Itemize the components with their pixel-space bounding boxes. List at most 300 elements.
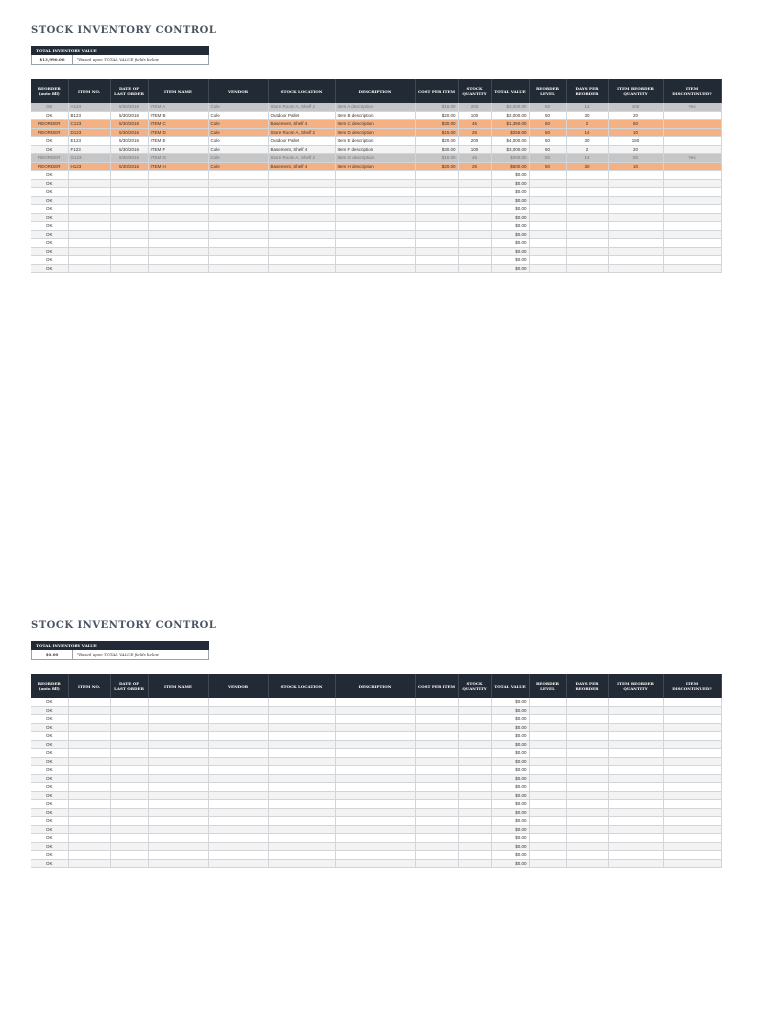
cell-cost-per-item[interactable] xyxy=(415,808,458,817)
cell-cost-per-item[interactable] xyxy=(415,834,458,843)
cell-reorder-level[interactable] xyxy=(529,256,566,265)
cell-total-value[interactable]: $0.00 xyxy=(491,791,529,800)
cell-vendor[interactable] xyxy=(208,783,268,792)
cell-description[interactable] xyxy=(335,800,415,809)
cell-days-per-reorder[interactable]: 2 xyxy=(566,120,608,129)
cell-reorder[interactable]: REORDER xyxy=(31,154,68,163)
cell-stock-quantity[interactable] xyxy=(458,264,491,273)
cell-vendor[interactable]: Cole xyxy=(208,111,268,120)
cell-days-per-reorder[interactable] xyxy=(566,188,608,197)
cell-days-per-reorder[interactable]: 14 xyxy=(566,154,608,163)
cell-item-discontinued[interactable] xyxy=(663,188,721,197)
cell-item-discontinued[interactable] xyxy=(663,145,721,154)
cell-item-name[interactable]: ITEM E xyxy=(148,137,208,146)
cell-reorder[interactable]: OK xyxy=(31,230,68,239)
cell-description[interactable] xyxy=(335,698,415,706)
cell-description[interactable] xyxy=(335,859,415,868)
cell-stock-location[interactable]: Outdoor Pallet xyxy=(268,137,335,146)
cell-stock-location[interactable] xyxy=(268,783,335,792)
cell-date-last-order[interactable] xyxy=(110,715,148,724)
cell-stock-location[interactable] xyxy=(268,196,335,205)
cell-vendor[interactable]: Cole xyxy=(208,162,268,171)
cell-date-last-order[interactable] xyxy=(110,851,148,860)
cell-reorder[interactable]: OK xyxy=(31,732,68,741)
cell-vendor[interactable] xyxy=(208,732,268,741)
cell-item-name[interactable] xyxy=(148,715,208,724)
cell-reorder-level[interactable] xyxy=(529,791,566,800)
cell-item-reorder-quantity[interactable] xyxy=(608,800,663,809)
column-header-reorder[interactable]: REORDER (auto fill) xyxy=(31,674,68,698)
cell-total-value[interactable]: $0.00 xyxy=(491,171,529,180)
cell-item-no[interactable] xyxy=(68,817,110,826)
cell-item-discontinued[interactable]: Yes xyxy=(663,103,721,111)
cell-stock-quantity[interactable] xyxy=(458,222,491,231)
cell-cost-per-item[interactable] xyxy=(415,825,458,834)
cell-vendor[interactable] xyxy=(208,774,268,783)
cell-reorder-level[interactable]: 50 xyxy=(529,137,566,146)
cell-reorder[interactable]: OK xyxy=(31,196,68,205)
cell-reorder-level[interactable] xyxy=(529,205,566,214)
cell-stock-location[interactable] xyxy=(268,749,335,758)
cell-item-reorder-quantity[interactable] xyxy=(608,171,663,180)
cell-cost-per-item[interactable] xyxy=(415,188,458,197)
cell-item-no[interactable] xyxy=(68,239,110,248)
cell-item-reorder-quantity[interactable] xyxy=(608,205,663,214)
cell-days-per-reorder[interactable] xyxy=(566,774,608,783)
cell-item-reorder-quantity[interactable] xyxy=(608,808,663,817)
cell-item-name[interactable] xyxy=(148,757,208,766)
column-header-description[interactable]: DESCRIPTION xyxy=(335,674,415,698)
cell-total-value[interactable]: $2,000.00 xyxy=(491,111,529,120)
cell-cost-per-item[interactable] xyxy=(415,723,458,732)
cell-vendor[interactable] xyxy=(208,171,268,180)
cell-date-last-order[interactable] xyxy=(110,808,148,817)
cell-reorder-level[interactable] xyxy=(529,715,566,724)
cell-cost-per-item[interactable] xyxy=(415,732,458,741)
cell-item-no[interactable] xyxy=(68,723,110,732)
cell-item-name[interactable] xyxy=(148,740,208,749)
cell-total-value[interactable]: $0.00 xyxy=(491,256,529,265)
cell-stock-quantity[interactable] xyxy=(458,825,491,834)
cell-item-no[interactable] xyxy=(68,791,110,800)
cell-reorder[interactable]: OK xyxy=(31,774,68,783)
cell-date-last-order[interactable] xyxy=(110,188,148,197)
cell-stock-location[interactable]: Basement, Shelf 4 xyxy=(268,162,335,171)
cell-item-reorder-quantity[interactable] xyxy=(608,842,663,851)
cell-item-no[interactable] xyxy=(68,715,110,724)
cell-item-no[interactable] xyxy=(68,808,110,817)
cell-item-no[interactable] xyxy=(68,851,110,860)
cell-reorder-level[interactable]: 50 xyxy=(529,111,566,120)
cell-stock-quantity[interactable]: 100 xyxy=(458,145,491,154)
cell-days-per-reorder[interactable] xyxy=(566,800,608,809)
cell-reorder[interactable]: OK xyxy=(31,800,68,809)
cell-item-discontinued[interactable] xyxy=(663,698,721,706)
cell-date-last-order[interactable]: 5/30/2016 xyxy=(110,111,148,120)
cell-days-per-reorder[interactable] xyxy=(566,230,608,239)
cell-reorder[interactable]: OK xyxy=(31,247,68,256)
cell-item-no[interactable]: G123 xyxy=(68,154,110,163)
cell-total-value[interactable]: $0.00 xyxy=(491,774,529,783)
column-header-stock-location[interactable]: STOCK LOCATION xyxy=(268,79,335,103)
cell-date-last-order[interactable] xyxy=(110,256,148,265)
cell-description[interactable] xyxy=(335,732,415,741)
cell-item-discontinued[interactable] xyxy=(663,740,721,749)
cell-days-per-reorder[interactable]: 30 xyxy=(566,137,608,146)
cell-item-discontinued[interactable] xyxy=(663,239,721,248)
cell-description[interactable] xyxy=(335,749,415,758)
cell-item-reorder-quantity[interactable] xyxy=(608,706,663,715)
cell-reorder-level[interactable]: 50 xyxy=(529,145,566,154)
cell-vendor[interactable] xyxy=(208,800,268,809)
cell-reorder-level[interactable] xyxy=(529,800,566,809)
cell-item-reorder-quantity[interactable] xyxy=(608,757,663,766)
cell-stock-location[interactable] xyxy=(268,732,335,741)
cell-reorder[interactable]: OK xyxy=(31,179,68,188)
cell-date-last-order[interactable] xyxy=(110,825,148,834)
cell-cost-per-item[interactable] xyxy=(415,179,458,188)
cell-days-per-reorder[interactable] xyxy=(566,749,608,758)
total-inventory-value[interactable]: $0.00 xyxy=(32,650,73,659)
cell-date-last-order[interactable]: 5/30/2016 xyxy=(110,145,148,154)
cell-stock-location[interactable] xyxy=(268,706,335,715)
cell-stock-location[interactable] xyxy=(268,222,335,231)
cell-item-name[interactable] xyxy=(148,205,208,214)
cell-stock-quantity[interactable] xyxy=(458,766,491,775)
cell-days-per-reorder[interactable] xyxy=(566,171,608,180)
cell-item-name[interactable] xyxy=(148,834,208,843)
cell-stock-location[interactable] xyxy=(268,264,335,273)
cell-total-value[interactable]: $0.00 xyxy=(491,740,529,749)
cell-item-no[interactable] xyxy=(68,834,110,843)
cell-item-discontinued[interactable] xyxy=(663,715,721,724)
cell-vendor[interactable]: Cole xyxy=(208,145,268,154)
cell-total-value[interactable]: $0.00 xyxy=(491,715,529,724)
cell-description[interactable] xyxy=(335,817,415,826)
cell-stock-quantity[interactable]: 100 xyxy=(458,111,491,120)
cell-stock-quantity[interactable]: 25 xyxy=(458,162,491,171)
cell-total-value[interactable]: $0.00 xyxy=(491,817,529,826)
cell-vendor[interactable] xyxy=(208,698,268,706)
column-header-reorder-level[interactable]: REORDER LEVEL xyxy=(529,674,566,698)
cell-days-per-reorder[interactable]: 30 xyxy=(566,162,608,171)
cell-reorder[interactable]: OK xyxy=(31,817,68,826)
cell-cost-per-item[interactable] xyxy=(415,256,458,265)
cell-reorder-level[interactable] xyxy=(529,749,566,758)
cell-stock-quantity[interactable] xyxy=(458,213,491,222)
cell-cost-per-item[interactable] xyxy=(415,800,458,809)
cell-date-last-order[interactable] xyxy=(110,239,148,248)
cell-stock-quantity[interactable] xyxy=(458,817,491,826)
cell-item-discontinued[interactable] xyxy=(663,111,721,120)
cell-reorder-level[interactable] xyxy=(529,851,566,860)
cell-reorder[interactable]: OK xyxy=(31,205,68,214)
cell-description[interactable] xyxy=(335,179,415,188)
column-header-item-no[interactable]: ITEM NO. xyxy=(68,79,110,103)
cell-vendor[interactable] xyxy=(208,791,268,800)
cell-days-per-reorder[interactable] xyxy=(566,842,608,851)
cell-stock-quantity[interactable] xyxy=(458,859,491,868)
cell-stock-quantity[interactable] xyxy=(458,188,491,197)
cell-stock-location[interactable] xyxy=(268,247,335,256)
cell-item-reorder-quantity[interactable] xyxy=(608,766,663,775)
cell-item-no[interactable] xyxy=(68,698,110,706)
cell-reorder-level[interactable] xyxy=(529,239,566,248)
cell-item-name[interactable] xyxy=(148,859,208,868)
cell-item-name[interactable] xyxy=(148,239,208,248)
cell-vendor[interactable] xyxy=(208,179,268,188)
cell-description[interactable]: Item G description xyxy=(335,154,415,163)
cell-description[interactable] xyxy=(335,783,415,792)
cell-item-reorder-quantity[interactable]: 100 xyxy=(608,103,663,111)
cell-stock-quantity[interactable] xyxy=(458,171,491,180)
cell-stock-location[interactable] xyxy=(268,757,335,766)
cell-description[interactable] xyxy=(335,188,415,197)
cell-description[interactable] xyxy=(335,757,415,766)
cell-date-last-order[interactable] xyxy=(110,171,148,180)
cell-item-reorder-quantity[interactable] xyxy=(608,230,663,239)
cell-total-value[interactable]: $0.00 xyxy=(491,842,529,851)
cell-reorder-level[interactable]: 50 xyxy=(529,128,566,137)
cell-description[interactable] xyxy=(335,256,415,265)
total-inventory-value[interactable]: $13,990.00 xyxy=(32,55,73,64)
cell-item-name[interactable] xyxy=(148,749,208,758)
cell-description[interactable] xyxy=(335,740,415,749)
cell-reorder-level[interactable] xyxy=(529,740,566,749)
cell-reorder[interactable]: OK xyxy=(31,842,68,851)
cell-description[interactable]: Item H description xyxy=(335,162,415,171)
cell-cost-per-item[interactable] xyxy=(415,205,458,214)
cell-stock-quantity[interactable] xyxy=(458,851,491,860)
cell-reorder[interactable]: OK xyxy=(31,706,68,715)
cell-total-value[interactable]: $0.00 xyxy=(491,247,529,256)
cell-item-reorder-quantity[interactable] xyxy=(608,732,663,741)
cell-item-reorder-quantity[interactable] xyxy=(608,825,663,834)
cell-stock-quantity[interactable] xyxy=(458,808,491,817)
cell-description[interactable]: Item F description xyxy=(335,145,415,154)
cell-days-per-reorder[interactable] xyxy=(566,791,608,800)
cell-vendor[interactable] xyxy=(208,749,268,758)
cell-stock-quantity[interactable] xyxy=(458,791,491,800)
cell-days-per-reorder[interactable] xyxy=(566,783,608,792)
cell-cost-per-item[interactable] xyxy=(415,817,458,826)
column-header-vendor[interactable]: VENDOR xyxy=(208,674,268,698)
cell-description[interactable] xyxy=(335,706,415,715)
cell-description[interactable]: Item A description xyxy=(335,103,415,111)
cell-date-last-order[interactable] xyxy=(110,774,148,783)
cell-date-last-order[interactable]: 5/30/2016 xyxy=(110,128,148,137)
cell-item-discontinued[interactable]: Yes xyxy=(663,154,721,163)
cell-description[interactable]: Item C description xyxy=(335,120,415,129)
cell-stock-quantity[interactable] xyxy=(458,774,491,783)
cell-reorder-level[interactable] xyxy=(529,196,566,205)
cell-stock-location[interactable]: Store Room A, Shelf 2 xyxy=(268,128,335,137)
column-header-item-no[interactable]: ITEM NO. xyxy=(68,674,110,698)
cell-stock-quantity[interactable] xyxy=(458,256,491,265)
cell-total-value[interactable]: $0.00 xyxy=(491,698,529,706)
cell-total-value[interactable]: $0.00 xyxy=(491,757,529,766)
cell-cost-per-item[interactable]: $15.00 xyxy=(415,154,458,163)
cell-item-reorder-quantity[interactable] xyxy=(608,791,663,800)
cell-vendor[interactable] xyxy=(208,188,268,197)
cell-reorder[interactable]: OK xyxy=(31,222,68,231)
cell-stock-location[interactable] xyxy=(268,817,335,826)
cell-total-value[interactable]: $0.00 xyxy=(491,213,529,222)
cell-item-no[interactable] xyxy=(68,196,110,205)
cell-reorder-level[interactable]: 50 xyxy=(529,103,566,111)
cell-reorder-level[interactable] xyxy=(529,842,566,851)
cell-days-per-reorder[interactable] xyxy=(566,706,608,715)
cell-item-name[interactable] xyxy=(148,774,208,783)
cell-stock-location[interactable]: Basement, Shelf 4 xyxy=(268,120,335,129)
cell-reorder[interactable]: OK xyxy=(31,791,68,800)
cell-item-no[interactable] xyxy=(68,247,110,256)
cell-reorder[interactable]: OK xyxy=(31,783,68,792)
cell-days-per-reorder[interactable] xyxy=(566,808,608,817)
cell-date-last-order[interactable] xyxy=(110,817,148,826)
cell-days-per-reorder[interactable] xyxy=(566,247,608,256)
cell-description[interactable] xyxy=(335,842,415,851)
cell-cost-per-item[interactable] xyxy=(415,171,458,180)
cell-stock-location[interactable]: Outdoor Pallet xyxy=(268,111,335,120)
cell-date-last-order[interactable] xyxy=(110,732,148,741)
cell-reorder[interactable]: OK xyxy=(31,256,68,265)
cell-item-name[interactable]: ITEM G xyxy=(148,154,208,163)
cell-item-discontinued[interactable] xyxy=(663,230,721,239)
cell-cost-per-item[interactable] xyxy=(415,247,458,256)
cell-cost-per-item[interactable] xyxy=(415,766,458,775)
cell-reorder-level[interactable] xyxy=(529,783,566,792)
cell-item-name[interactable]: ITEM F xyxy=(148,145,208,154)
cell-description[interactable]: Item E description xyxy=(335,137,415,146)
cell-item-reorder-quantity[interactable] xyxy=(608,859,663,868)
cell-stock-quantity[interactable] xyxy=(458,239,491,248)
cell-item-name[interactable] xyxy=(148,698,208,706)
cell-item-discontinued[interactable] xyxy=(663,205,721,214)
cell-total-value[interactable]: $0.00 xyxy=(491,205,529,214)
cell-total-value[interactable]: $0.00 xyxy=(491,230,529,239)
cell-total-value[interactable]: $0.00 xyxy=(491,222,529,231)
cell-item-name[interactable] xyxy=(148,256,208,265)
cell-item-discontinued[interactable] xyxy=(663,171,721,180)
cell-item-no[interactable] xyxy=(68,188,110,197)
cell-date-last-order[interactable] xyxy=(110,264,148,273)
cell-item-reorder-quantity[interactable] xyxy=(608,851,663,860)
cell-days-per-reorder[interactable] xyxy=(566,222,608,231)
cell-days-per-reorder[interactable] xyxy=(566,732,608,741)
cell-reorder[interactable]: OK xyxy=(31,145,68,154)
cell-item-name[interactable] xyxy=(148,230,208,239)
cell-reorder[interactable]: OK xyxy=(31,723,68,732)
cell-item-no[interactable] xyxy=(68,205,110,214)
column-header-cost-per-item[interactable]: COST PER ITEM xyxy=(415,674,458,698)
cell-cost-per-item[interactable]: $30.00 xyxy=(415,145,458,154)
cell-date-last-order[interactable] xyxy=(110,698,148,706)
cell-cost-per-item[interactable] xyxy=(415,740,458,749)
column-header-total-value[interactable]: TOTAL VALUE xyxy=(491,674,529,698)
cell-reorder[interactable]: OK xyxy=(31,111,68,120)
cell-cost-per-item[interactable]: $15.00 xyxy=(415,128,458,137)
cell-item-name[interactable]: ITEM A xyxy=(148,103,208,111)
cell-stock-location[interactable] xyxy=(268,774,335,783)
cell-total-value[interactable]: $4,000.00 xyxy=(491,137,529,146)
cell-item-no[interactable] xyxy=(68,264,110,273)
cell-reorder-level[interactable] xyxy=(529,188,566,197)
cell-item-no[interactable] xyxy=(68,783,110,792)
cell-days-per-reorder[interactable] xyxy=(566,698,608,706)
cell-stock-location[interactable] xyxy=(268,256,335,265)
cell-days-per-reorder[interactable]: 14 xyxy=(566,103,608,111)
cell-reorder-level[interactable] xyxy=(529,706,566,715)
cell-stock-location[interactable]: Basement, Shelf 4 xyxy=(268,145,335,154)
cell-reorder[interactable]: OK xyxy=(31,757,68,766)
cell-total-value[interactable]: $0.00 xyxy=(491,851,529,860)
cell-item-reorder-quantity[interactable]: 150 xyxy=(608,137,663,146)
cell-stock-location[interactable] xyxy=(268,851,335,860)
cell-reorder-level[interactable] xyxy=(529,825,566,834)
cell-item-discontinued[interactable] xyxy=(663,137,721,146)
cell-cost-per-item[interactable]: $20.00 xyxy=(415,162,458,171)
cell-vendor[interactable] xyxy=(208,859,268,868)
cell-total-value[interactable]: $0.00 xyxy=(491,239,529,248)
cell-item-discontinued[interactable] xyxy=(663,723,721,732)
cell-item-name[interactable] xyxy=(148,247,208,256)
cell-stock-location[interactable] xyxy=(268,740,335,749)
cell-stock-quantity[interactable] xyxy=(458,205,491,214)
cell-reorder[interactable]: REORDER xyxy=(31,162,68,171)
cell-date-last-order[interactable] xyxy=(110,859,148,868)
cell-days-per-reorder[interactable] xyxy=(566,851,608,860)
cell-total-value[interactable]: $0.00 xyxy=(491,825,529,834)
cell-date-last-order[interactable] xyxy=(110,783,148,792)
cell-vendor[interactable] xyxy=(208,766,268,775)
cell-total-value[interactable]: $0.00 xyxy=(491,783,529,792)
cell-days-per-reorder[interactable]: 14 xyxy=(566,128,608,137)
cell-reorder-level[interactable] xyxy=(529,264,566,273)
cell-description[interactable] xyxy=(335,834,415,843)
cell-date-last-order[interactable] xyxy=(110,706,148,715)
cell-item-name[interactable] xyxy=(148,817,208,826)
cell-reorder-level[interactable] xyxy=(529,774,566,783)
column-header-item-name[interactable]: ITEM NAME xyxy=(148,79,208,103)
cell-vendor[interactable] xyxy=(208,264,268,273)
cell-days-per-reorder[interactable] xyxy=(566,715,608,724)
cell-stock-location[interactable] xyxy=(268,171,335,180)
cell-item-name[interactable] xyxy=(148,196,208,205)
cell-item-discontinued[interactable] xyxy=(663,256,721,265)
cell-item-reorder-quantity[interactable] xyxy=(608,749,663,758)
cell-days-per-reorder[interactable] xyxy=(566,859,608,868)
column-header-reorder[interactable]: REORDER (auto fill) xyxy=(31,79,68,103)
cell-item-no[interactable] xyxy=(68,222,110,231)
cell-cost-per-item[interactable] xyxy=(415,222,458,231)
cell-vendor[interactable] xyxy=(208,808,268,817)
column-header-item-reorder-quantity[interactable]: ITEM REORDER QUANTITY xyxy=(608,674,663,698)
column-header-stock-quantity[interactable]: STOCK QUANTITY xyxy=(458,79,491,103)
cell-description[interactable] xyxy=(335,715,415,724)
cell-item-name[interactable]: ITEM C xyxy=(148,120,208,129)
cell-item-name[interactable] xyxy=(148,783,208,792)
cell-item-no[interactable]: B123 xyxy=(68,111,110,120)
cell-stock-location[interactable] xyxy=(268,791,335,800)
cell-reorder-level[interactable] xyxy=(529,757,566,766)
cell-vendor[interactable] xyxy=(208,715,268,724)
cell-total-value[interactable]: $0.00 xyxy=(491,749,529,758)
cell-stock-quantity[interactable] xyxy=(458,179,491,188)
cell-item-discontinued[interactable] xyxy=(663,196,721,205)
cell-days-per-reorder[interactable] xyxy=(566,205,608,214)
cell-days-per-reorder[interactable] xyxy=(566,834,608,843)
